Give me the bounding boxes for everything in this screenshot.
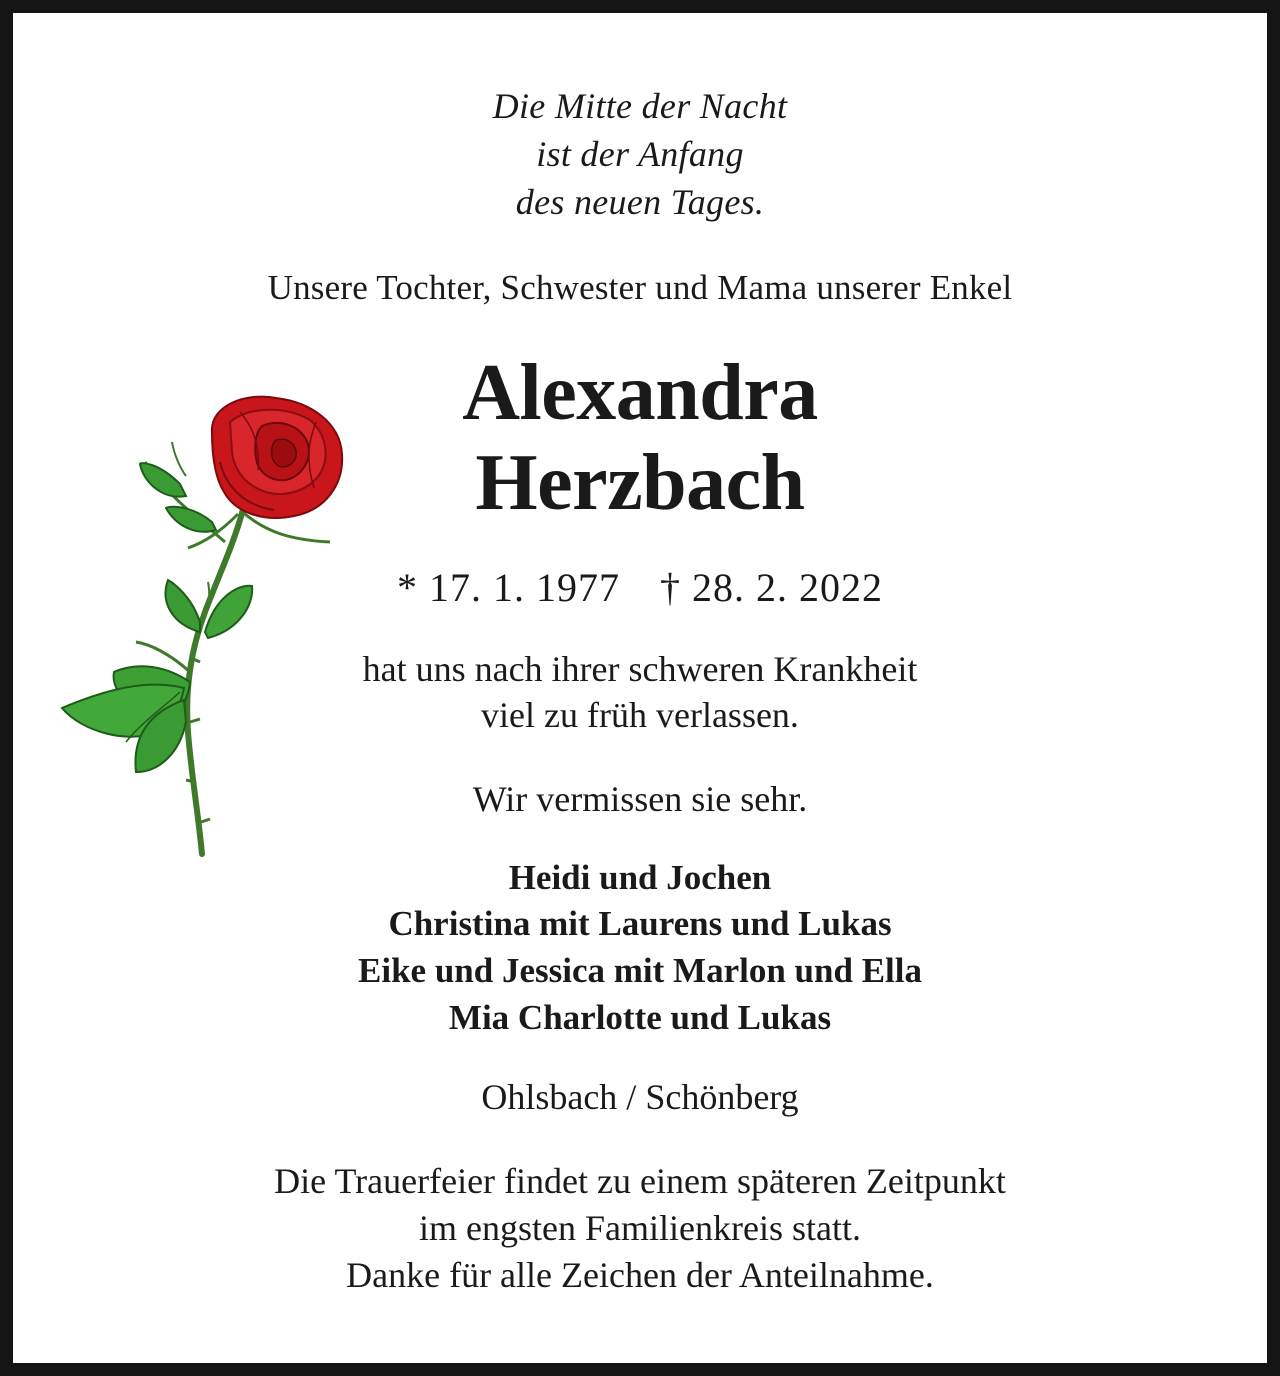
motto-line-2: ist der Anfang xyxy=(536,134,744,174)
deceased-first-name: Alexandra xyxy=(462,349,818,437)
motto-line-1: Die Mitte der Nacht xyxy=(492,86,788,126)
deceased-last-name: Herzbach xyxy=(475,439,805,527)
message-line-2: viel zu früh verlassen. xyxy=(481,695,799,735)
death-date: † 28. 2. 2022 xyxy=(660,565,883,610)
message-line-1: hat uns nach ihrer schweren Krankheit xyxy=(362,649,918,689)
motto-line-3: des neuen Tages. xyxy=(515,182,765,222)
closing-line-2: im engsten Familienkreis statt. xyxy=(419,1208,861,1248)
mourner-line-4: Mia Charlotte und Lukas xyxy=(448,998,832,1037)
closing-line-3: Danke für alle Zeichen der Anteilnahme. xyxy=(346,1255,934,1295)
mourner-line-1: Heidi und Jochen xyxy=(508,858,772,897)
mourner-line-3: Eike und Jessica mit Marlon und Ella xyxy=(358,951,922,990)
intro-line: Unsere Tochter, Schwester und Mama unserer Enkel xyxy=(267,268,1013,307)
closing-line-1: Die Trauerfeier findet zu einem späteren Zeitpunkt xyxy=(274,1161,1006,1201)
rose-icon xyxy=(40,392,350,862)
place-line: Ohlsbach / Schönberg xyxy=(481,1077,799,1117)
miss-line: Wir vermissen sie sehr. xyxy=(472,779,808,819)
birth-date: * 17. 1. 1977 xyxy=(397,565,620,610)
mourner-line-2: Christina mit Laurens und Lukas xyxy=(388,904,892,943)
